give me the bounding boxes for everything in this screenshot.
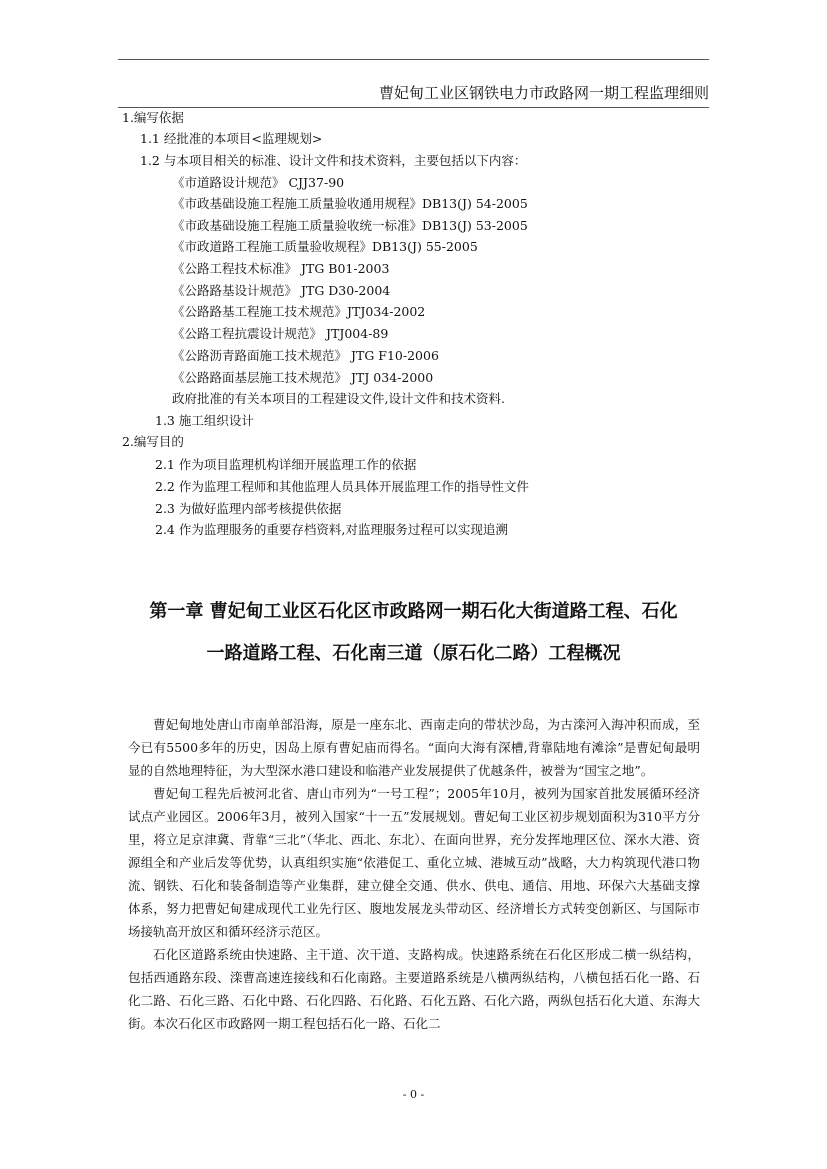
standard-item: 《公路工程技术标准》 JTG B01-2003: [172, 261, 390, 276]
header-top-rule: [118, 59, 709, 60]
basis-item-1-2: 1.2 与本项目相关的标准、设计文件和技术资料，主要包括以下内容：: [140, 153, 527, 168]
purpose-item: 2.4 作为监理服务的重要存档资料,对监理服务过程可以实现追溯: [155, 522, 508, 537]
page-number: - 0 -: [402, 1088, 425, 1101]
purpose-item: 2.1 作为项目监理机构详细开展监理工作的依据: [155, 457, 417, 472]
standard-item: 《公路路基设计规范》 JTG D30-2004: [172, 283, 391, 298]
purpose-item: 2.3 为做好监理内部考核提供依据: [155, 501, 342, 516]
standard-item: 《公路工程抗震设计规范》 JTJ004-89: [172, 326, 389, 341]
chapter-title-line-2: 一路道路工程、石化南三道（原石化二路）工程概况: [206, 643, 621, 664]
standard-item: 《市政道路工程施工质量验收规程》DB13(J) 55-2005: [172, 239, 478, 254]
standard-item: 《公路路面基层施工技术规范》 JTJ 034-2000: [172, 370, 434, 385]
basis-item-1-3: 1.3 施工组织设计: [155, 413, 254, 428]
standard-item: 《公路路基工程施工技术规范》JTJ034-2002: [172, 304, 426, 319]
purpose-item: 2.2 作为监理工程师和其他监理人员具体开展监理工作的指导性文件: [155, 479, 529, 494]
standard-item: 《市道路设计规范》 CJJ37-90: [172, 175, 345, 190]
government-documents-line: 政府批准的有关本项目的工程建设文件,设计文件和技术资料.: [172, 391, 505, 406]
standard-item: 《市政基础设施工程施工质量验收通用规程》DB13(J) 54-2005: [172, 196, 528, 211]
section-heading-basis: 1.编写依据: [122, 110, 184, 125]
overview-paragraph: 曹妃甸工程先后被河北省、唐山市列为“一号工程”；2005年10月，被列为国家首批发展循环经济试点产业园区。2006年3月，被列入国家“十一五”发展规划。曹妃甸工业区初步规划面积为310平方分里，将立足京津冀、背靠“三北”（华北、西北、东北）、在面向世界，充分发挥地理区位、深水大港、资源组全和产业后发等优势，认真组织实施“依港促工、重化立城、港城互动”战略，大力构筑现代港口物流、钢铁、石化和装备制造等产业集群，建立健全交通、供水、供电、通信、用地、环保六大基础支撑体系，努力把曹妃甸建成现代工业先行区、腹地发展龙头带动区、经济增长方式转变创新区、与国际市场接轨高开放区和循环经济示范区。: [128, 786, 700, 939]
standard-item: 《公路沥青路面施工技术规范》 JTG F10-2006: [172, 348, 439, 363]
running-header-title: 曹妃甸工业区钢铁电力市政路网一期工程监理细则: [378, 84, 709, 102]
overview-paragraph: 曹妃甸地处唐山市南单部沿海，原是一座东北、西南走向的带状沙岛，为古滦河入海冲积而成，至今已有5500多年的历史，因岛上原有曹妃庙而得名。“面向大海有深槽,背靠陆地有滩涂”是曹妃甸最明显的自然地理特征，为大型深水港口建设和临港产业发展提供了优越条件，被誉为“国宝之地”。: [128, 717, 700, 778]
chapter-title-line-1: 第一章 曹妃甸工业区石化区市政路网一期石化大街道路工程、石化: [149, 601, 678, 622]
section-heading-purpose: 2.编写目的: [122, 434, 184, 449]
header-bottom-rule: [118, 107, 709, 108]
basis-item-1-1: 1.1 经批准的本项目<监理规划>: [140, 131, 323, 146]
overview-body: [128, 713, 700, 1035]
standard-item: 《市政基础设施工程施工质量验收统一标准》DB13(J) 53-2005: [172, 218, 528, 233]
overview-paragraph: 石化区道路系统由快速路、主干道、次干道、支路构成。快速路系统在石化区形成二横一纵结构，包括西通路东段、滦曹高速连接线和石化南路。主要道路系统是八横两纵结构，八横包括石化一路、石化二路、石化三路、石化中路、石化四路、石化路、石化五路、石化六路，两纵包括石化大道、东海大街。本次石化区市政路网一期工程包括石化一路、石化二: [128, 947, 700, 1031]
